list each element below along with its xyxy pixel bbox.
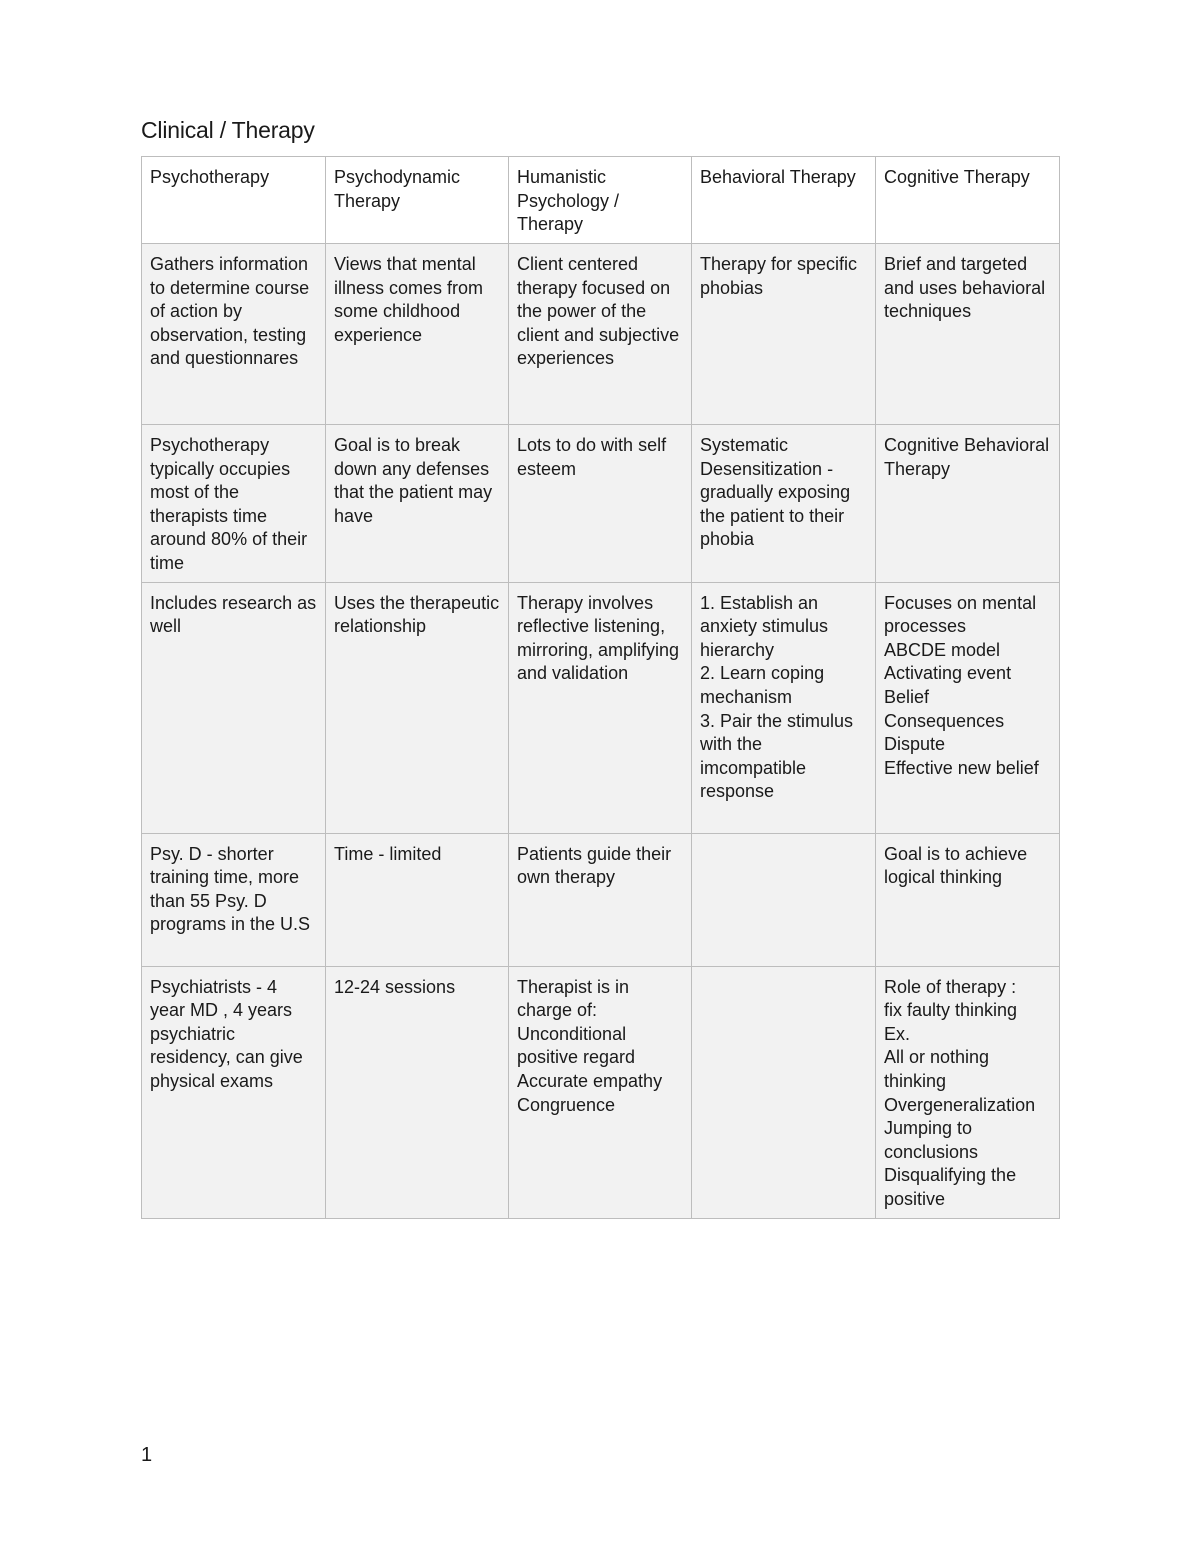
table-header-row — [142, 157, 1060, 244]
table-row — [142, 833, 1060, 966]
header-cell-behavioral: Behavioral Therapy — [692, 157, 876, 244]
table-cell: Uses the therapeutic relationship — [326, 582, 509, 833]
header-cell-psychotherapy: Psychotherapy — [142, 157, 326, 244]
table-row — [142, 244, 1060, 425]
table-cell: Brief and targeted and uses behavioral techniques — [876, 244, 1060, 425]
table-row — [142, 966, 1060, 1218]
table-row — [142, 582, 1060, 833]
table-cell: Therapy involves reflective listening, mirroring, amplifying and validation — [509, 582, 692, 833]
page-number: 1 — [141, 1444, 153, 1466]
page-title: Clinical / Therapy — [141, 117, 315, 143]
header-cell-psychodynamic: Psychodynamic Therapy — [326, 157, 509, 244]
header-cell-humanistic: Humanistic Psychology / Therapy — [509, 157, 692, 244]
table-cell: Views that mental illness comes from some childhood experience — [326, 244, 509, 425]
table-cell: Therapist is in charge of: Unconditional positive regard Accurate empathy Congruence — [509, 966, 692, 1218]
table-cell: Role of therapy : fix faulty thinking Ex. All or nothing thinking Overgeneralization Jumping to conclusions Disqualifying the positive — [876, 966, 1060, 1218]
table-cell: 1. Establish an anxiety stimulus hierarchy 2. Learn coping mechanism 3. Pair the stimulus with the imcompatible response — [692, 582, 876, 833]
therapy-comparison-table — [141, 156, 1060, 1219]
table-cell: Lots to do with self esteem — [509, 425, 692, 583]
table-cell: Includes research as well — [142, 582, 326, 833]
table-cell: Cognitive Behavioral Therapy — [876, 425, 1060, 583]
table-cell: Goal is to break down any defenses that the patient may have — [326, 425, 509, 583]
table-cell: Focuses on mental processes ABCDE model Activating event Belief Consequences Dispute Effective new belief — [876, 582, 1060, 833]
table-cell: Gathers information to determine course of action by observation, testing and questionnares — [142, 244, 326, 425]
table-cell: Patients guide their own therapy — [509, 833, 692, 966]
table-cell: Systematic Desensitization - gradually exposing the patient to their phobia — [692, 425, 876, 583]
table-cell: Client centered therapy focused on the power of the client and subjective experiences — [509, 244, 692, 425]
table-cell — [692, 966, 876, 1218]
table-row — [142, 425, 1060, 583]
table-cell: Psychotherapy typically occupies most of the therapists time around 80% of their time — [142, 425, 326, 583]
table-cell — [692, 833, 876, 966]
table-cell: Time - limited — [326, 833, 509, 966]
table-cell: Therapy for specific phobias — [692, 244, 876, 425]
table-cell: Psychiatrists - 4 year MD , 4 years psychiatric residency, can give physical exams — [142, 966, 326, 1218]
header-cell-cognitive: Cognitive Therapy — [876, 157, 1060, 244]
table-cell: 12-24 sessions — [326, 966, 509, 1218]
table-cell: Goal is to achieve logical thinking — [876, 833, 1060, 966]
table-cell: Psy. D - shorter training time, more than 55 Psy. D programs in the U.S — [142, 833, 326, 966]
